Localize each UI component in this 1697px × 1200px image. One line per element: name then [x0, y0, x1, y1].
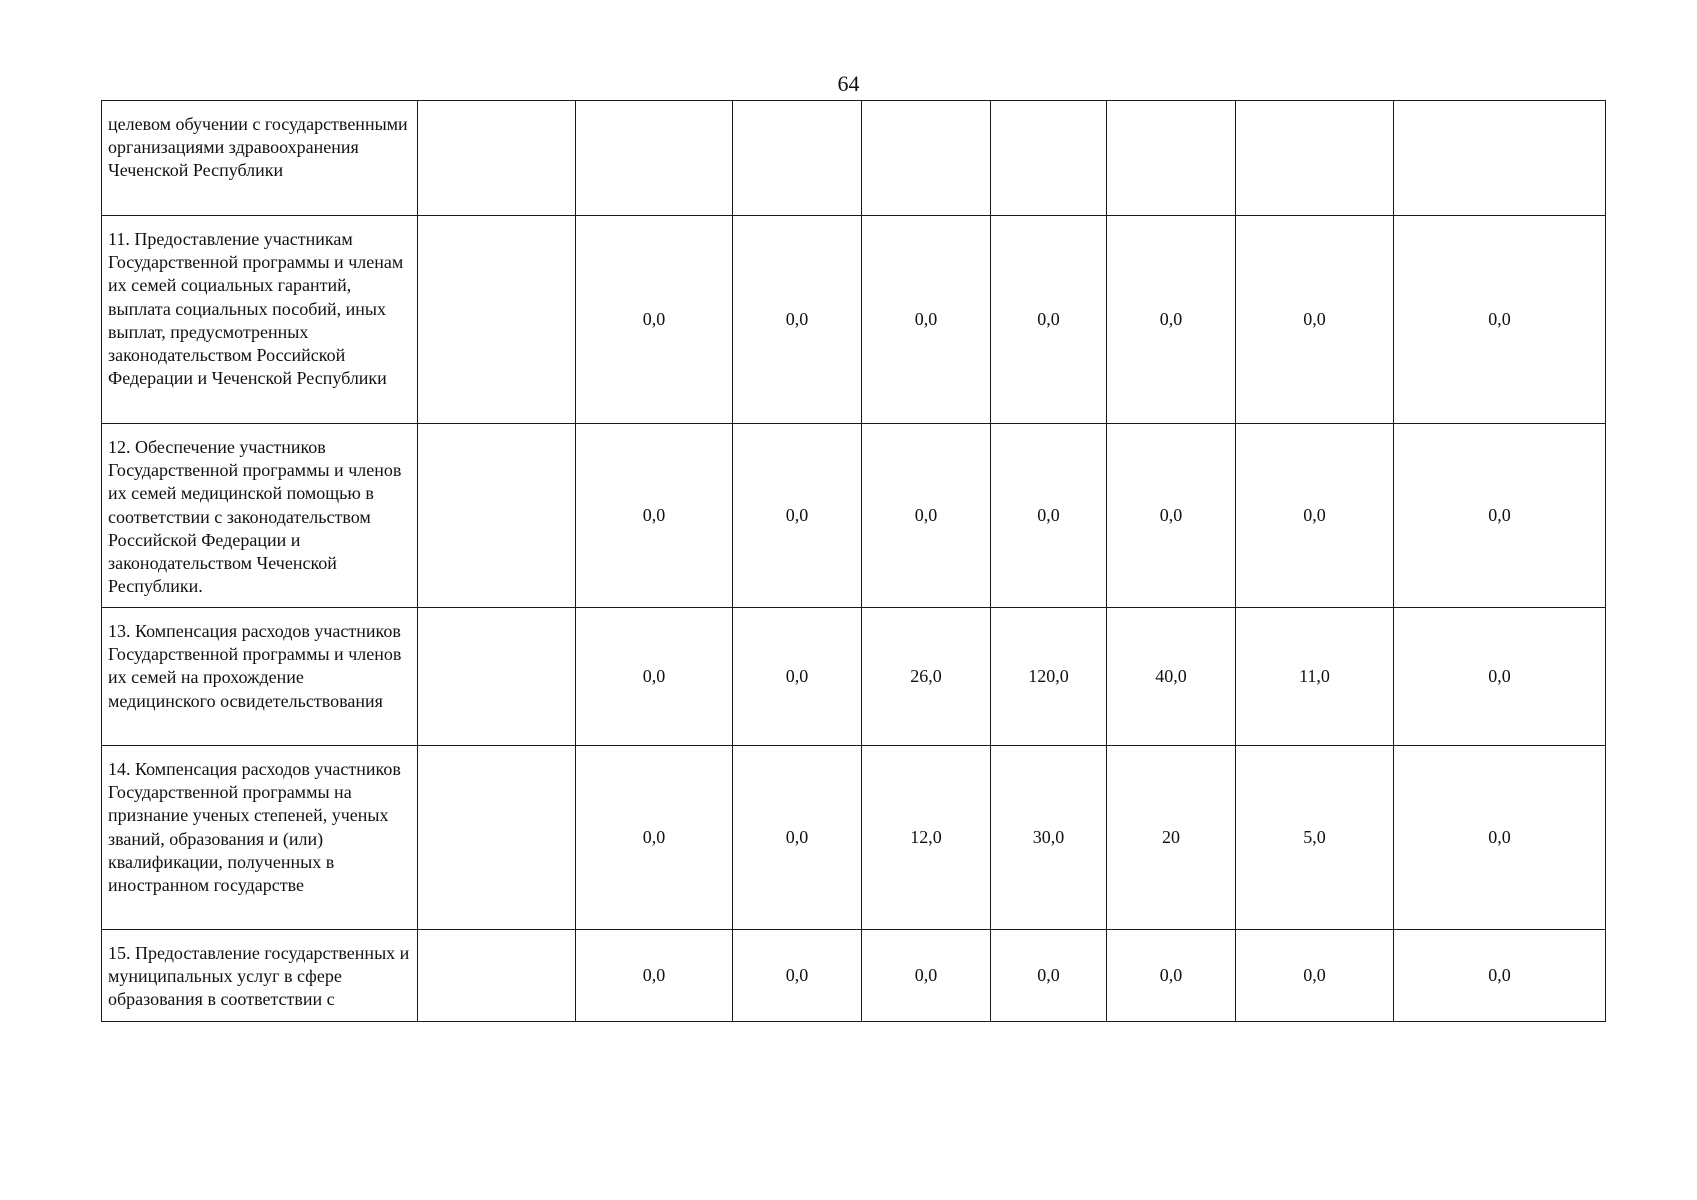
table-row — [102, 746, 1606, 930]
value-cell: 0,0 — [576, 608, 733, 746]
value-cell: 0,0 — [733, 216, 862, 424]
value-cell — [733, 101, 862, 216]
value-cell — [418, 424, 576, 608]
value-cell: 0,0 — [733, 930, 862, 1022]
value-cell: 26,0 — [862, 608, 991, 746]
value-cell: 0,0 — [1394, 424, 1606, 608]
value-cell: 5,0 — [1236, 746, 1394, 930]
value-cell: 0,0 — [1236, 216, 1394, 424]
value-cell: 11,0 — [1236, 608, 1394, 746]
value-cell: 0,0 — [862, 216, 991, 424]
value-cell: 0,0 — [1394, 216, 1606, 424]
measure-label: 14. Компенсация расходов участников Государственной программы на признание ученых степеней, ученых званий, образования и (или) квалификации, полученных в иностранном государстве — [102, 746, 418, 930]
value-cell — [576, 101, 733, 216]
value-cell — [418, 216, 576, 424]
table-row — [102, 424, 1606, 608]
measure-label: 11. Предоставление участникам Государственной программы и членам их семей социальных гарантий, выплата социальных пособий, иных выплат, предусмотренных законодательством Российской Федерации и Чеченской Республики — [102, 216, 418, 424]
measure-label: 13. Компенсация расходов участников Государственной программы и членов их семей на прохождение медицинского освидетельствования — [102, 608, 418, 746]
value-cell: 0,0 — [1107, 424, 1236, 608]
value-cell: 0,0 — [576, 216, 733, 424]
value-cell — [1107, 101, 1236, 216]
value-cell: 40,0 — [1107, 608, 1236, 746]
table-row — [102, 608, 1606, 746]
value-cell: 0,0 — [862, 424, 991, 608]
measure-label: 15. Предоставление государственных и муниципальных услуг в сфере образования в соответствии с — [102, 930, 418, 1022]
value-cell: 0,0 — [1236, 424, 1394, 608]
measure-label: целевом обучении с государственными организациями здравоохранения Чеченской Республики — [102, 101, 418, 216]
value-cell: 0,0 — [862, 930, 991, 1022]
value-cell: 0,0 — [1394, 608, 1606, 746]
value-cell: 0,0 — [991, 216, 1107, 424]
value-cell: 0,0 — [576, 746, 733, 930]
value-cell: 0,0 — [576, 424, 733, 608]
value-cell — [1236, 101, 1394, 216]
table-row — [102, 930, 1606, 1022]
value-cell: 120,0 — [991, 608, 1107, 746]
value-cell — [991, 101, 1107, 216]
value-cell: 0,0 — [1107, 216, 1236, 424]
table-row — [102, 216, 1606, 424]
value-cell — [862, 101, 991, 216]
value-cell: 0,0 — [733, 608, 862, 746]
value-cell — [1394, 101, 1606, 216]
value-cell: 0,0 — [991, 930, 1107, 1022]
value-cell: 20 — [1107, 746, 1236, 930]
value-cell: 0,0 — [1394, 746, 1606, 930]
value-cell: 0,0 — [1107, 930, 1236, 1022]
table-row — [102, 101, 1606, 216]
value-cell — [418, 930, 576, 1022]
value-cell: 0,0 — [733, 746, 862, 930]
measure-label: 12. Обеспечение участников Государственной программы и членов их семей медицинской помощью в соответствии с законодательством Российской Федерации и законодательством Чеченской Республики. — [102, 424, 418, 608]
value-cell: 0,0 — [733, 424, 862, 608]
value-cell: 12,0 — [862, 746, 991, 930]
measures-table — [101, 100, 1606, 1022]
value-cell: 0,0 — [1236, 930, 1394, 1022]
value-cell: 0,0 — [576, 930, 733, 1022]
page-number: 64 — [837, 71, 860, 96]
value-cell — [418, 746, 576, 930]
value-cell: 0,0 — [1394, 930, 1606, 1022]
value-cell: 30,0 — [991, 746, 1107, 930]
value-cell — [418, 608, 576, 746]
value-cell — [418, 101, 576, 216]
value-cell: 0,0 — [991, 424, 1107, 608]
